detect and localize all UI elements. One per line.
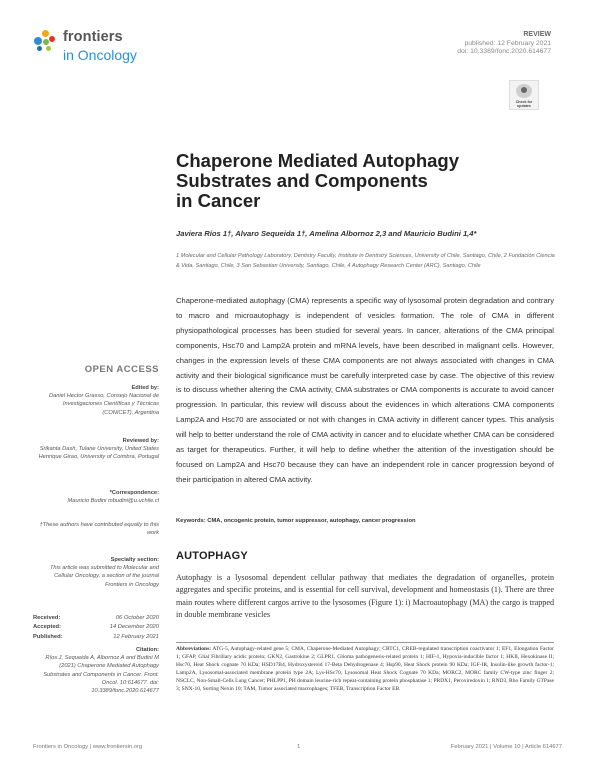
received-date: 06 October 2020	[115, 615, 159, 621]
specialty-label: Specialty section:	[110, 557, 159, 563]
doi: doi: 10.3389/fonc.2020.614677	[457, 48, 551, 56]
logo-journal: in Oncology	[63, 47, 137, 63]
keywords	[176, 518, 554, 524]
published-row	[33, 633, 159, 642]
article-meta-header	[457, 31, 551, 57]
article-type: REVIEW	[523, 31, 551, 38]
citation	[33, 646, 159, 695]
accepted-row	[33, 623, 159, 632]
title-line: in Cancer	[176, 190, 261, 211]
abbreviations-text: ATG-5, Autophagy-related gene 5; CMA, Chaperone-Mediated Autophagy; CRTC1, CREB-regulated transcription coactivator 1; EF1, Elongation Factor 1; GFAP, Glial Fibrillary acidic protein; GKN2, Gastrokine 2; GLPR1, Glioma pathogenesis-related protein 1; HIF-1, Hypoxia-inducible factor 1; HKII, Hexokinase II; Hsc70, Heat Shock cognate 70 KDa; HSD17B4, Hydroxysteroid 17-Beta Dehydrogenase 4; Hsp90, Heat Shock protein 90 KDa; IGF-IR, Insulin-like growth factor-1; Lamp2A, Lysosomal-associated membrane protein type 2A; Lys-HSc70, Lysosomal Heat Shock Cognate 70 KDa; MORC2, MORC family CW-type zinc finger 2; NSCLC, Non-Small-Cells Lung Cancer; PHLPP1, PH domain leucine-rich repeat-containing protein phosphatase 1; PRDX1, Peroxiredoxin 1; RND3, Rho Family GTPase 3; SNX-10, Sorting Nexin 10; TAM, Tumor associated macrophages; TFEB, Transcription Factor EB.	[176, 646, 555, 692]
abbreviations-label: Abbreviations:	[176, 646, 212, 652]
correspondence-label: *Correspondence:	[109, 490, 159, 496]
published-date: 12 February 2021	[113, 633, 159, 640]
specialty-text: This article was submitted to Molecular and Cellular Oncology, a section of the journal Frontiers in Oncology	[49, 565, 159, 588]
received-label: Received:	[33, 615, 61, 621]
abbreviations	[176, 642, 554, 693]
abstract: Chaperone-mediated autophagy (CMA) represents a specific way of lysosomal protein degradation and contrary to macro and microautophagy is independent of vesicles formation. The role of CMA in different physiopathological processes has been studied for several years. In cancer, alterations of the CMA principal components, Hsc70 and Lamp2A protein and mRNA levels, have been described in malignant cells. However, changes in the expression levels of these CMA components are not always associated with changes in CMA activity and their biological significance must be carefully interpreted case by case. The objective of this review is to discuss whether altering the CMA activity, CMA substrates or CMA components is accurate to avoid cancer progression. In particular, this review will discuss about the evidences in which alterations CMA components Lamp2A and Hsc70 are associated or not with changes in CMA activity in different cancer types. This analysis will help to better understand the role of CMA activity in cancer and to elucidate whether CMA can be considered as target for therapeutics. Further, it will help to define whether the attention of the investigation should be focused on Lamp2A and Hsc70 because they can have an independent role in cancer progression beyond of their participation in altered CMA activity.	[176, 296, 554, 484]
frontiers-logo-icon	[33, 30, 57, 54]
editor: Daniel Hector Grasso, Consejo Nacional de Investigaciones Científicas y Técnicas (CONICET), Argentina	[48, 393, 159, 416]
citation-text: Ríos J, Sequeida A, Albornoz A and Budini M (2021) Chaperone Mediated Autophagy Substrates and Components in Cancer. Front. Oncol. 10:614677. doi: 10.3389/fonc.2020.614677	[43, 655, 159, 695]
affiliations: 1 Molecular and Cellular Pathology Laboratory, Dentistry Faculty, Institute in Dentistry Sciences, University of Chile, Santiago, Chile, 2 Fundación Ciencia & Vida, Santiago, Chile, 3 San Sebastian University, Santiago, Chile, 4 Autophagy Research Center (ARC), Santiago, Chile	[176, 253, 555, 269]
correspondence-author[interactable]: Mauricio Budini mbudini@u.uchile.cl	[67, 498, 159, 505]
edited-by	[33, 384, 159, 417]
accepted-label: Accepted:	[33, 624, 62, 631]
keywords-text: CMA, oncogenic protein, tumor suppressor, autophagy, cancer progression	[207, 518, 416, 524]
article-dates	[33, 614, 159, 642]
open-access-label: OPEN ACCESS	[84, 364, 159, 375]
citation-label: Citation:	[135, 647, 159, 653]
equal-contribution-note: †These authors have contributed equally to this work	[39, 522, 159, 537]
check-updates-icon	[516, 84, 532, 98]
article-title	[176, 151, 506, 211]
reviewer: Henrique Girao, University of Coimbra, Portugal	[38, 454, 159, 461]
section-heading: AUTOPHAGY	[176, 550, 248, 562]
published-label: Published:	[33, 633, 63, 640]
accepted-date: 14 December 2020	[109, 624, 159, 631]
logo-name: frontiers	[63, 29, 123, 45]
body-paragraph: Autophagy is a lysosomal dependent cellular pathway that mediates the degradation of organelles, protein aggregates and specific proteins, and is essential for cell survival, development and homeostasis (1). There are three main routes where different cargos arrive to the lysosomes (Figure 1): i) Macroautophagy (MA) the cargo is trapped in double membrane vesicles	[176, 573, 554, 619]
specialty-section	[33, 556, 159, 589]
reviewer: Srikanta Dash, Tulane University, United States	[39, 446, 159, 453]
journal-logo	[33, 28, 143, 78]
title-line: Substrates and Components	[176, 170, 428, 191]
title-line: Chaperone Mediated Autophagy	[176, 150, 460, 171]
correspondence	[33, 489, 159, 505]
published-date: published: 12 February 2021	[464, 39, 551, 47]
received-row	[33, 614, 159, 623]
check-updates-label: Check for updates	[515, 100, 533, 108]
page-number: 1	[297, 744, 301, 750]
reviewed-by	[33, 437, 159, 462]
footer-issue-info: February 2021 | Volume 10 | Article 614677	[450, 744, 562, 750]
author-list: Javiera Ríos 1†, Alvaro Sequeida 1†, Amelina Albornoz 2,3 and Mauricio Budini 1,4*	[176, 229, 477, 238]
check-for-updates-button[interactable]	[509, 80, 539, 110]
keywords-label: Keywords:	[176, 518, 206, 524]
footer-journal-link[interactable]: Frontiers in Oncology | www.frontiersin.org	[33, 744, 143, 750]
reviewed-by-label: Reviewed by:	[122, 438, 159, 444]
edited-by-label: Edited by:	[131, 385, 159, 391]
